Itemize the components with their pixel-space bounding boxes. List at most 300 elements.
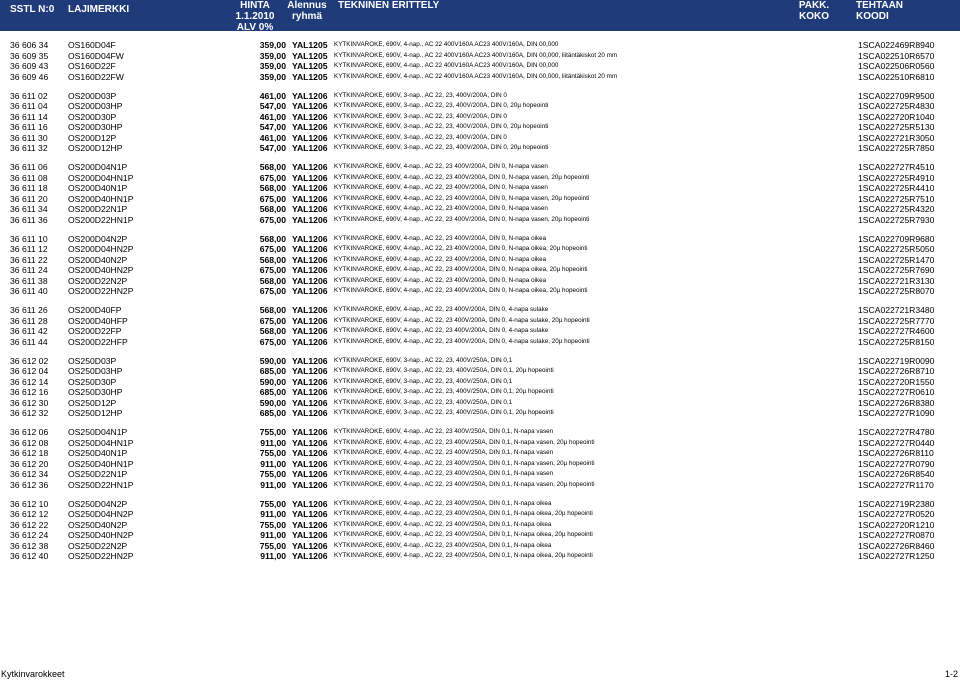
table-row (0, 326, 960, 337)
row-discount-group: YAL1206 (292, 397, 328, 408)
table-row (0, 286, 960, 297)
row-factory-code: 1SCA022727R4780 (858, 427, 935, 437)
row-lajimerkki: OS200D40HFP (68, 315, 128, 326)
row-technical-spec: KYTKINVAROKE, 690V, 3-nap., AC 22, 23, 400V/250A, DIN 0,1, 20µ hopeointi (334, 409, 554, 416)
footer-section-name: Kytkinvarokkeet (1, 669, 65, 679)
row-factory-code: 1SCA022725R4830 (858, 101, 935, 111)
header-tehtaan-line2: KOODI (856, 11, 889, 22)
row-discount-group: YAL1206 (292, 254, 328, 265)
row-factory-code: 1SCA022727R4600 (858, 326, 935, 336)
row-technical-spec: KYTKINVAROKE, 690V, 3-nap., AC 22, 23, 400V/200A, DIN 0, 20µ hopeointi (334, 123, 549, 130)
row-discount-group: YAL1206 (292, 336, 328, 347)
row-lajimerkki: OS250D30HP (68, 387, 123, 397)
row-sstl: 36 612 34 (10, 469, 49, 479)
row-factory-code: 1SCA022725R7510 (858, 193, 935, 204)
row-sstl: 36 611 36 (10, 214, 48, 225)
row-price: 911,00 (260, 479, 286, 490)
row-sstl: 36 609 43 (10, 61, 49, 71)
row-price: 911,00 (260, 530, 286, 540)
row-price: 568,00 (259, 305, 286, 315)
row-sstl: 36 611 14 (10, 111, 48, 122)
header-sstl: SSTL N:0 (10, 4, 55, 15)
row-lajimerkki: OS250D04HN1P (68, 437, 134, 448)
row-price: 590,00 (259, 397, 286, 408)
table-row (0, 305, 960, 316)
table-row (0, 408, 960, 419)
row-factory-code: 1SCA022506R0560 (858, 61, 935, 71)
row-lajimerkki: OS200D12HP (68, 143, 123, 153)
table-row (0, 61, 960, 72)
row-lajimerkki: OS200D03P (68, 90, 117, 101)
row-price: 911,00 (260, 551, 286, 561)
footer-page-number: 1-2 (944, 669, 958, 679)
row-technical-spec: KYTKINVAROKE, 690V, 4-nap., AC 22, 23 400V/250A, DIN 0,1, N-napa vasen, 20µ hopeointi (334, 459, 595, 467)
row-factory-code: 1SCA022727R1170 (858, 479, 934, 490)
row-technical-spec: KYTKINVAROKE, 690V, 4-nap., AC 22, 23 400V/250A, DIN 0,1, N-napa oikea, 20µ hopeointi (334, 531, 593, 538)
row-technical-spec: KYTKINVAROKE, 690V, 4-nap., AC 22, 23 400V/200A, DIN 0, N-napa oikea (334, 276, 547, 284)
row-discount-group: YAL1206 (292, 326, 328, 336)
row-discount-group: YAL1206 (292, 315, 328, 326)
row-technical-spec: KYTKINVAROKE, 690V, 3-nap., AC 22, 23, 400V/200A, DIN 0 (334, 133, 507, 141)
row-lajimerkki: OS250D12P (68, 397, 117, 408)
row-price: 568,00 (259, 275, 286, 286)
row-price: 675,00 (259, 244, 286, 254)
row-lajimerkki: OS200D22HFP (68, 336, 128, 347)
row-price: 685,00 (259, 408, 286, 418)
row-price: 755,00 (259, 519, 286, 530)
row-lajimerkki: OS200D04HN1P (68, 172, 134, 183)
row-technical-spec: KYTKINVAROKE, 690V, 4-nap., AC 22, 23 400V/200A, DIN 0, N-napa vasen (334, 163, 548, 170)
row-price: 755,00 (259, 498, 286, 509)
header-lajimerkki: LAJIMERKKI (68, 4, 130, 15)
table-row (0, 255, 960, 266)
row-technical-spec: KYTKINVAROKE, 690V, 4-nap., AC 22, 23 400V/250A, DIN 0,1, N-napa oikea (334, 541, 552, 549)
row-factory-code: 1SCA022725R8070 (858, 286, 935, 296)
row-sstl: 36 609 46 (10, 71, 49, 82)
row-lajimerkki: OS160D22FW (68, 71, 124, 82)
row-sstl: 36 606 34 (10, 40, 49, 50)
row-sstl: 36 611 20 (10, 193, 48, 204)
row-factory-code: 1SCA022510R6570 (858, 50, 935, 61)
row-factory-code: 1SCA022725R7930 (858, 214, 935, 225)
row-factory-code: 1SCA022725R7850 (858, 143, 935, 153)
table-row (0, 377, 960, 388)
row-discount-group: YAL1206 (292, 551, 328, 561)
table-row (0, 459, 960, 470)
row-technical-spec: KYTKINVAROKE, 690V, 4-nap., AC 22 400V160A AC23 400V/160A, DIN 00,000, liitäntäkiskot 20 mm (334, 72, 618, 80)
row-price: 568,00 (259, 204, 286, 214)
row-price: 675,00 (259, 286, 286, 296)
row-lajimerkki: OS250D22N1P (68, 469, 128, 479)
row-sstl: 36 612 20 (10, 458, 49, 469)
row-discount-group: YAL1206 (292, 366, 328, 376)
row-discount-group: YAL1206 (292, 408, 328, 418)
table-row (0, 448, 960, 459)
row-lajimerkki: OS200D30P (68, 111, 117, 122)
row-sstl: 36 612 30 (10, 397, 49, 408)
table-row (0, 173, 960, 184)
row-technical-spec: KYTKINVAROKE, 690V, 3-nap., AC 22, 23, 400V/200A, DIN 0, 20µ hopeointi (334, 144, 549, 151)
row-technical-spec: KYTKINVAROKE, 690V, 4-nap., AC 22, 23 400V/200A, DIN 0, N-napa oikea (334, 255, 547, 263)
row-sstl: 36 612 06 (10, 427, 49, 437)
row-lajimerkki: OS200D40FP (68, 305, 122, 315)
row-discount-group: YAL1206 (292, 132, 328, 143)
row-technical-spec: KYTKINVAROKE, 690V, 4-nap., AC 22, 23 400V/250A, DIN 0,1, N-napa oikea (334, 499, 552, 507)
row-discount-group: YAL1206 (292, 427, 328, 437)
row-price: 568,00 (259, 326, 286, 336)
row-discount-group: YAL1206 (292, 305, 328, 315)
row-factory-code: 1SCA022727R1090 (858, 408, 935, 418)
row-discount-group: YAL1206 (292, 265, 328, 275)
table-row (0, 551, 960, 562)
row-discount-group: YAL1206 (292, 376, 328, 387)
row-sstl: 36 611 16 (10, 122, 48, 132)
table-row (0, 398, 960, 409)
row-sstl: 36 612 02 (10, 355, 49, 366)
row-factory-code: 1SCA022727R1250 (858, 551, 935, 561)
row-factory-code: 1SCA022510R6810 (858, 71, 935, 82)
row-lajimerkki: OS160D04FW (68, 50, 124, 61)
row-factory-code: 1SCA022727R4510 (858, 162, 935, 172)
table-row (0, 234, 960, 245)
row-lajimerkki: OS250D40HN1P (68, 458, 134, 469)
table-row (0, 469, 960, 480)
row-sstl: 36 612 22 (10, 519, 49, 530)
row-price: 675,00 (259, 336, 286, 347)
row-sstl: 36 611 42 (10, 326, 48, 336)
row-factory-code: 1SCA022720R1040 (858, 111, 935, 122)
row-factory-code: 1SCA022725R5050 (858, 244, 935, 254)
header-tehtaan (856, 0, 903, 22)
table-row (0, 427, 960, 438)
row-lajimerkki: OS200D22N1P (68, 204, 128, 214)
row-discount-group: YAL1206 (292, 233, 328, 244)
row-sstl: 36 611 02 (10, 90, 48, 101)
row-technical-spec: KYTKINVAROKE, 690V, 4-nap., AC 22 400V160A AC23 400V/160A, DIN 00,000 (334, 62, 559, 69)
row-sstl: 36 611 18 (10, 183, 48, 193)
row-lajimerkki: OS200D04N1P (68, 162, 128, 172)
row-price: 590,00 (259, 355, 286, 366)
row-technical-spec: KYTKINVAROKE, 690V, 4-nap., AC 22, 23 400V/200A, DIN 0, N-napa vasen (334, 205, 548, 212)
table-row (0, 72, 960, 83)
row-sstl: 36 612 12 (10, 509, 49, 519)
row-discount-group: YAL1206 (292, 204, 328, 214)
row-discount-group: YAL1206 (292, 101, 328, 111)
row-discount-group: YAL1206 (292, 286, 328, 296)
row-technical-spec: KYTKINVAROKE, 690V, 4-nap., AC 22 400V160A AC23 400V/160A, DIN 00,000 (334, 41, 559, 48)
row-factory-code: 1SCA022727R0520 (858, 509, 935, 519)
row-factory-code: 1SCA022726R8380 (858, 397, 935, 408)
table-row (0, 122, 960, 133)
row-sstl: 36 611 44 (10, 336, 48, 347)
row-factory-code: 1SCA022725R7770 (858, 315, 935, 326)
row-lajimerkki: OS250D22N2P (68, 540, 128, 551)
row-lajimerkki: OS250D22HN2P (68, 551, 134, 561)
row-discount-group: YAL1206 (292, 355, 328, 366)
table-row (0, 215, 960, 226)
table-row (0, 162, 960, 173)
table-row (0, 316, 960, 327)
row-price: 359,00 (259, 40, 286, 50)
row-sstl: 36 611 28 (10, 315, 48, 326)
row-factory-code: 1SCA022721R3130 (858, 275, 935, 286)
table-row (0, 541, 960, 552)
row-factory-code: 1SCA022709R9500 (858, 90, 935, 101)
row-technical-spec: KYTKINVAROKE, 690V, 4-nap., AC 22, 23 400V/250A, DIN 0,1, N-napa vasen (334, 428, 554, 435)
table-row (0, 51, 960, 62)
row-lajimerkki: OS200D22HN2P (68, 286, 134, 296)
row-lajimerkki: OS250D30P (68, 376, 117, 387)
row-technical-spec: KYTKINVAROKE, 690V, 4-nap., AC 22, 23 400V/200A, DIN 0, 4-napa sulake, 20µ hopeointi (334, 337, 590, 345)
row-price: 755,00 (259, 448, 286, 458)
header-tehtaan-line1: TEHTAAN (856, 0, 904, 11)
header-hinta-line2: 1.1.2010 (235, 11, 275, 22)
row-sstl: 36 612 36 (10, 479, 49, 490)
table-row (0, 337, 960, 348)
row-price: 547,00 (259, 143, 286, 153)
header-hinta-line1: HINTA (240, 0, 270, 11)
header-hinta (230, 0, 280, 33)
row-sstl: 36 611 32 (10, 143, 48, 153)
row-discount-group: YAL1206 (292, 183, 328, 193)
row-discount-group: YAL1206 (292, 469, 328, 479)
row-price: 568,00 (259, 162, 286, 172)
row-technical-spec: KYTKINVAROKE, 690V, 3-nap., AC 22, 23, 400V/250A, DIN 0,1, 20µ hopeointi (334, 367, 554, 374)
row-sstl: 36 611 26 (10, 305, 48, 315)
table-row (0, 480, 960, 491)
row-technical-spec: KYTKINVAROKE, 690V, 3-nap., AC 22, 23, 400V/250A, DIN 0,1, 20µ hopeointi (334, 388, 554, 395)
row-factory-code: 1SCA022727R0610 (858, 387, 935, 397)
table-row (0, 204, 960, 215)
row-technical-spec: KYTKINVAROKE, 690V, 3-nap., AC 22, 23, 400V/250A, DIN 0,1 (334, 377, 513, 385)
price-table (0, 40, 960, 562)
row-technical-spec: KYTKINVAROKE, 690V, 4-nap., AC 22, 23 400V/200A, DIN 0, 4-napa sulake (334, 327, 549, 334)
row-price: 911,00 (260, 458, 286, 469)
row-discount-group: YAL1206 (292, 172, 328, 183)
row-technical-spec: KYTKINVAROKE, 690V, 4-nap., AC 22, 23 400V/250A, DIN 0,1, N-napa vasen, 20µ hopeointi (334, 438, 595, 446)
row-lajimerkki: OS250D04N2P (68, 498, 128, 509)
row-technical-spec: KYTKINVAROKE, 690V, 4-nap., AC 22, 23 400V/250A, DIN 0,1, N-napa vasen (334, 449, 554, 456)
table-row (0, 438, 960, 449)
row-lajimerkki: OS250D12HP (68, 408, 123, 418)
row-discount-group: YAL1206 (292, 540, 328, 551)
row-technical-spec: KYTKINVAROKE, 690V, 4-nap., AC 22, 23 400V/200A, DIN 0, N-napa vasen (334, 184, 548, 191)
row-factory-code: 1SCA022726R8710 (858, 366, 935, 376)
table-row (0, 143, 960, 154)
row-factory-code: 1SCA022719R0090 (858, 355, 935, 366)
table-row (0, 265, 960, 276)
row-discount-group: YAL1206 (292, 214, 328, 225)
row-sstl: 36 611 22 (10, 254, 48, 265)
row-technical-spec: KYTKINVAROKE, 690V, 3-nap., AC 22, 23, 400V/250A, DIN 0,1 (334, 356, 513, 364)
row-factory-code: 1SCA022725R4910 (858, 172, 935, 183)
row-price: 359,00 (259, 71, 286, 82)
row-factory-code: 1SCA022709R9680 (858, 233, 935, 244)
row-lajimerkki: OS200D22N2P (68, 275, 128, 286)
row-technical-spec: KYTKINVAROKE, 690V, 4-nap., AC 22, 23 400V/200A, DIN 0, N-napa vasen, 20µ hopeointi (334, 194, 590, 202)
row-sstl: 36 611 08 (10, 172, 48, 183)
row-lajimerkki: OS160D22F (68, 61, 116, 71)
header-hinta-line3: ALV 0% (236, 22, 274, 33)
row-lajimerkki: OS160D04F (68, 40, 116, 50)
row-discount-group: YAL1205 (292, 61, 328, 71)
row-lajimerkki: OS250D22HN1P (68, 479, 134, 490)
row-lajimerkki: OS200D04HN2P (68, 244, 134, 254)
row-discount-group: YAL1206 (292, 458, 328, 469)
table-header (0, 0, 960, 31)
row-sstl: 36 612 32 (10, 408, 49, 418)
row-discount-group: YAL1205 (292, 40, 328, 50)
row-sstl: 36 612 14 (10, 376, 49, 387)
row-sstl: 36 611 24 (10, 265, 48, 275)
header-pakk-line1: PAKK. (798, 0, 830, 11)
row-factory-code: 1SCA022725R1470 (858, 254, 935, 265)
row-technical-spec: KYTKINVAROKE, 690V, 4-nap., AC 22, 23 400V/200A, DIN 0, 4-napa sulake, 20µ hopeointi (334, 316, 590, 324)
table-row (0, 366, 960, 377)
row-lajimerkki: OS200D03HP (68, 101, 123, 111)
row-factory-code: 1SCA022725R7690 (858, 265, 935, 275)
row-price: 755,00 (259, 540, 286, 551)
header-alennus (282, 0, 332, 22)
row-lajimerkki: OS200D04N2P (68, 233, 128, 244)
row-price: 359,00 (259, 50, 286, 61)
row-price: 675,00 (259, 214, 286, 225)
row-discount-group: YAL1206 (292, 479, 328, 490)
row-lajimerkki: OS250D04N1P (68, 427, 128, 437)
row-factory-code: 1SCA022727R0440 (858, 437, 935, 448)
row-price: 461,00 (259, 90, 286, 101)
row-price: 675,00 (259, 315, 286, 326)
row-sstl: 36 611 34 (10, 204, 48, 214)
row-factory-code: 1SCA022727R0870 (858, 530, 935, 540)
row-sstl: 36 611 06 (10, 162, 48, 172)
row-price: 675,00 (259, 193, 286, 204)
row-price: 461,00 (259, 132, 286, 143)
row-factory-code: 1SCA022725R4410 (858, 183, 935, 193)
header-tekninen: TEKNINEN ERITTELY (338, 0, 440, 11)
row-price: 547,00 (259, 122, 286, 132)
row-price: 911,00 (260, 437, 286, 448)
table-row (0, 356, 960, 367)
row-technical-spec: KYTKINVAROKE, 690V, 4-nap., AC 22 400V160A AC23 400V/160A, DIN 00,000, liitäntäkiskot 20 mm (334, 51, 618, 59)
row-discount-group: YAL1206 (292, 111, 328, 122)
row-sstl: 36 611 10 (10, 233, 48, 244)
row-sstl: 36 612 16 (10, 387, 49, 397)
row-factory-code: 1SCA022726R8540 (858, 469, 935, 479)
row-discount-group: YAL1206 (292, 448, 328, 458)
row-technical-spec: KYTKINVAROKE, 690V, 3-nap., AC 22, 23, 400V/200A, DIN 0 (334, 112, 507, 120)
row-lajimerkki: OS200D22HN1P (68, 214, 134, 225)
row-discount-group: YAL1206 (292, 162, 328, 172)
row-sstl: 36 612 18 (10, 448, 49, 458)
row-discount-group: YAL1206 (292, 498, 328, 509)
row-discount-group: YAL1206 (292, 90, 328, 101)
header-alennus-line1: Alennus (287, 0, 327, 11)
row-sstl: 36 611 30 (10, 132, 48, 143)
row-lajimerkki: OS250D04HN2P (68, 509, 134, 519)
row-technical-spec: KYTKINVAROKE, 690V, 4-nap., AC 22, 23 400V/250A, DIN 0,1, N-napa oikea (334, 520, 552, 528)
row-sstl: 36 611 04 (10, 101, 48, 111)
row-technical-spec: KYTKINVAROKE, 690V, 4-nap., AC 22, 23 400V/250A, DIN 0,1, N-napa vasen, 20µ hopeointi (334, 480, 595, 488)
row-sstl: 36 612 08 (10, 437, 49, 448)
row-discount-group: YAL1205 (292, 50, 328, 61)
row-factory-code: 1SCA022720R1550 (858, 376, 935, 387)
row-price: 755,00 (259, 469, 286, 479)
row-price: 359,00 (259, 61, 286, 71)
row-technical-spec: KYTKINVAROKE, 690V, 4-nap., AC 22, 23 400V/200A, DIN 0, N-napa vasen, 20µ hopeointi (334, 173, 590, 181)
row-lajimerkki: OS250D03P (68, 355, 117, 366)
row-factory-code: 1SCA022725R8150 (858, 336, 935, 347)
row-price: 568,00 (259, 183, 286, 193)
row-price: 547,00 (259, 101, 286, 111)
row-lajimerkki: OS200D12P (68, 132, 117, 143)
row-lajimerkki: OS200D40N2P (68, 254, 128, 265)
row-technical-spec: KYTKINVAROKE, 690V, 4-nap., AC 22, 23 400V/200A, DIN 0, N-napa oikea, 20µ hopeointi (334, 287, 588, 294)
row-price: 755,00 (259, 427, 286, 437)
row-discount-group: YAL1206 (292, 509, 328, 519)
row-technical-spec: KYTKINVAROKE, 690V, 4-nap., AC 22, 23 400V/200A, DIN 0, N-napa vasen, 20µ hopeointi (334, 215, 590, 223)
row-lajimerkki: OS250D40N2P (68, 519, 128, 530)
row-sstl: 36 612 24 (10, 530, 49, 540)
row-discount-group: YAL1206 (292, 530, 328, 540)
row-lajimerkki: OS200D40HN1P (68, 193, 134, 204)
row-factory-code: 1SCA022721R3480 (858, 305, 935, 315)
row-lajimerkki: OS250D40HN2P (68, 530, 134, 540)
row-price: 675,00 (259, 265, 286, 275)
row-discount-group: YAL1206 (292, 275, 328, 286)
row-lajimerkki: OS200D40N1P (68, 183, 128, 193)
row-technical-spec: KYTKINVAROKE, 690V, 4-nap., AC 22, 23 400V/250A, DIN 0,1, N-napa oikea, 20µ hopeointi (334, 510, 593, 517)
row-technical-spec: KYTKINVAROKE, 690V, 4-nap., AC 22, 23 400V/200A, DIN 0, N-napa oikea, 20µ hopeointi (334, 245, 588, 252)
table-row (0, 194, 960, 205)
row-price: 685,00 (259, 366, 286, 376)
row-sstl: 36 611 40 (10, 286, 48, 296)
row-factory-code: 1SCA022725R4320 (858, 204, 935, 214)
row-sstl: 36 612 40 (10, 551, 49, 561)
table-row (0, 530, 960, 541)
table-row (0, 91, 960, 102)
row-sstl: 36 609 35 (10, 50, 49, 61)
row-factory-code: 1SCA022726R8110 (858, 448, 934, 458)
row-discount-group: YAL1206 (292, 244, 328, 254)
row-sstl: 36 611 38 (10, 275, 48, 286)
table-row (0, 387, 960, 398)
row-technical-spec: KYTKINVAROKE, 690V, 4-nap., AC 22, 23 400V/200A, DIN 0, N-napa oikea (334, 234, 547, 242)
row-price: 685,00 (259, 387, 286, 397)
row-technical-spec: KYTKINVAROKE, 690V, 3-nap., AC 22, 23, 400V/200A, DIN 0, 20µ hopeointi (334, 102, 549, 109)
row-factory-code: 1SCA022720R1210 (858, 519, 935, 530)
row-sstl: 36 612 04 (10, 366, 49, 376)
row-discount-group: YAL1206 (292, 437, 328, 448)
row-technical-spec: KYTKINVAROKE, 690V, 3-nap., AC 22, 23, 400V/200A, DIN 0 (334, 91, 507, 99)
table-row (0, 276, 960, 287)
row-discount-group: YAL1206 (292, 387, 328, 397)
row-sstl: 36 612 38 (10, 540, 49, 551)
header-pakk (794, 0, 834, 22)
table-row (0, 244, 960, 255)
row-price: 568,00 (259, 233, 286, 244)
table-row (0, 133, 960, 144)
row-factory-code: 1SCA022727R0790 (858, 458, 935, 469)
table-row (0, 520, 960, 531)
row-technical-spec: KYTKINVAROKE, 690V, 4-nap., AC 22, 23 400V/200A, DIN 0, N-napa oikea, 20µ hopeointi (334, 266, 588, 273)
row-discount-group: YAL1206 (292, 193, 328, 204)
row-factory-code: 1SCA022726R8460 (858, 540, 935, 551)
row-discount-group: YAL1205 (292, 71, 328, 82)
table-row (0, 101, 960, 112)
row-lajimerkki: OS200D30HP (68, 122, 123, 132)
row-price: 911,00 (260, 509, 286, 519)
